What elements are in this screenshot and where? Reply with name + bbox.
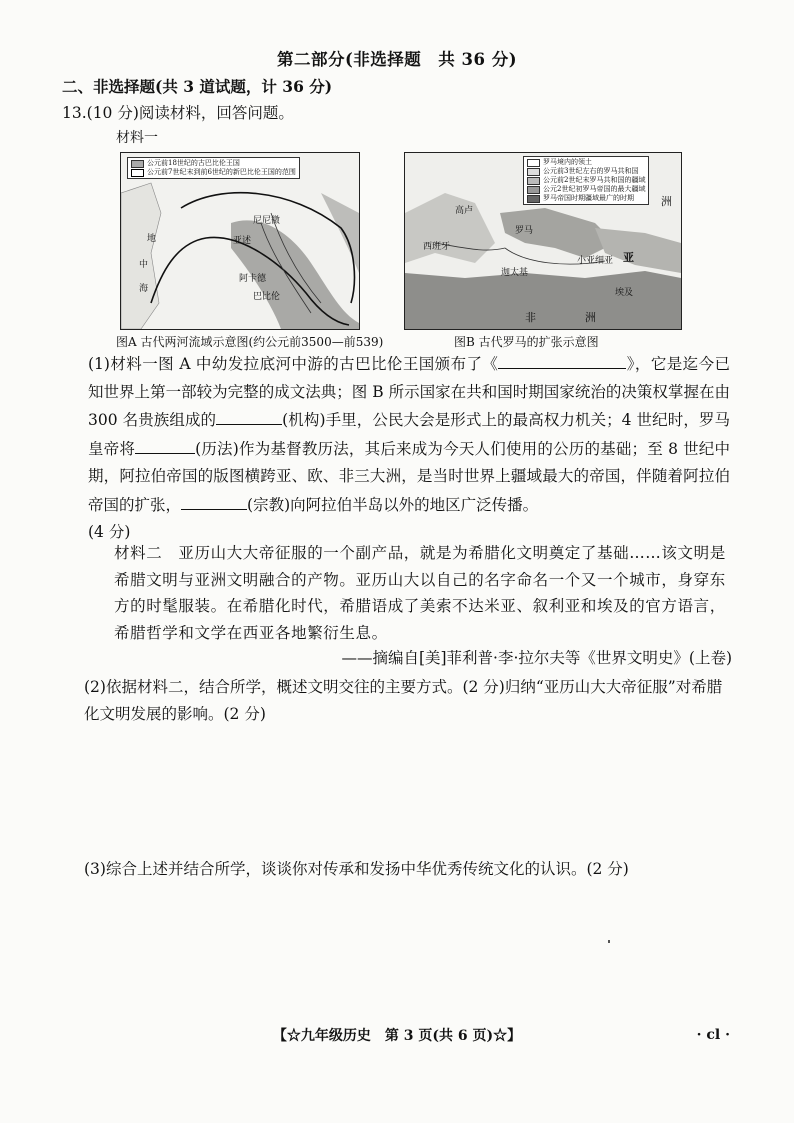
material-2-source: ——摘编自[美]菲利普·李·拉尔夫等《世界文明史》(上卷) [341,649,732,667]
legend-item: 公元2世纪初罗马帝国的最大疆域 [543,185,646,193]
answer-blank-1[interactable] [498,350,626,369]
legend-swatch [527,186,540,194]
legend-swatch [527,168,540,176]
map-a-caption: 图A 古代两河流域示意图(约公元前3500—前539) [116,335,384,349]
map-b-rome [404,152,682,330]
question-13-stem: 13.(10 分)阅读材料，回答问题。 [62,104,294,122]
map-label: 洲 [661,195,672,208]
q1-text: 》，它是迄今已知世界上第一部较为完整的成文法典；图 B 所示国家在共和国时期国家统治的决策权掌握在由 300 名贵族组成的 [88,355,730,429]
scan-speck [608,940,610,943]
map-label: 小亚细亚 [577,256,614,266]
legend-item: 公元前2世纪末罗马共和国的疆域 [543,176,646,184]
answer-blank-2[interactable] [216,406,282,425]
map-label: 阿卡德 [239,274,267,284]
map-label: 尼尼微 [253,216,281,226]
material-2-text: 材料二 亚历山大大帝征服的一个副产品，就是为希腊化文明奠定了基础……该文明是希腊文明与亚洲文明融合的产物。亚历山大以自己的名字命名一个又一个城市，身穿东方的时髦服装。在希腊化时代，希腊语成了美索不达米亚、叙利亚和埃及的官方语言，希腊哲学和文学在西亚各地繁衍生息。 [114,544,726,642]
map-label: 西班牙 [423,242,451,252]
legend-item: 罗马帝国时期疆域最广的时期 [543,194,634,202]
material-2 [62,540,730,646]
map-b-legend [523,156,649,205]
map-label: 迦太基 [501,268,529,278]
map-label: 非 [525,311,536,324]
answer-blank-4[interactable] [181,491,247,510]
q1-score: (4 分) [88,523,131,541]
map-label: 亚述 [233,236,252,246]
legend-item: 公元前7世纪末到前6世纪的新巴比伦王国的范围 [147,168,296,176]
footer-code: · cl · [696,1027,730,1043]
answer-blank-3[interactable] [135,435,195,454]
question-3: (3)综合上述并结合所学，谈谈你对传承和发扬中华优秀传统文化的认识。(2 分) [84,860,629,878]
map-label: 亚 [623,251,634,264]
page-footer: 【☆九年级历史 第 3 页(共 6 页)☆】 [272,1028,522,1044]
q1-text: (宗教)向阿拉伯半岛以外的地区广泛传播。 [247,495,539,514]
map-label: 海 [139,284,149,294]
map-label: 地 [147,234,157,244]
legend-item: 公元前18世纪的古巴比伦王国 [147,159,240,167]
legend-swatch [527,195,540,203]
map-a-legend [127,157,300,179]
map-label: 高卢 [455,206,474,216]
page-title: 第二部分(非选择题 共 36 分) [276,50,518,69]
map-label: 巴比伦 [253,292,281,302]
map-label: 罗马 [515,226,534,236]
question-1 [88,350,730,547]
map-b-caption: 图B 古代罗马的扩张示意图 [454,335,599,349]
q1-text: (1)材料一图 A 中幼发拉底河中游的古巴比伦王国颁布了《 [88,355,499,373]
legend-swatch [131,160,144,168]
map-label: 洲 [585,311,596,324]
question-2: (2)依据材料二，结合所学，概述文明交往的主要方式。(2 分)归纳“亚历山大大帝征服”对希腊化文明发展的影响。(2 分) [84,678,723,723]
map-a-mesopotamia [120,152,360,330]
legend-item: 罗马境内的领土 [543,158,592,166]
legend-swatch [131,169,144,177]
legend-item: 公元前3世纪左右的罗马共和国 [543,167,639,175]
map-label: 中 [139,260,149,270]
material-1-label: 材料一 [116,130,158,146]
legend-swatch [527,177,540,185]
section-heading: 二、非选择题(共 3 道试题，计 36 分) [62,77,333,96]
map-label: 埃及 [615,288,634,298]
q1-text: (历法)作为基督教历法，其后来成为今天人们使用的公历的基础；至 8 世纪中期，阿拉伯帝国的版图横跨亚、欧、非三大洲，是当时世界上疆域最大的帝国，伴随着阿拉伯帝国的扩张， [88,439,730,514]
legend-swatch [527,159,540,167]
q1-text: (机构)手里，公民大会是形式上的最高权力机关；4 世纪时，罗马皇帝将 [88,411,731,458]
